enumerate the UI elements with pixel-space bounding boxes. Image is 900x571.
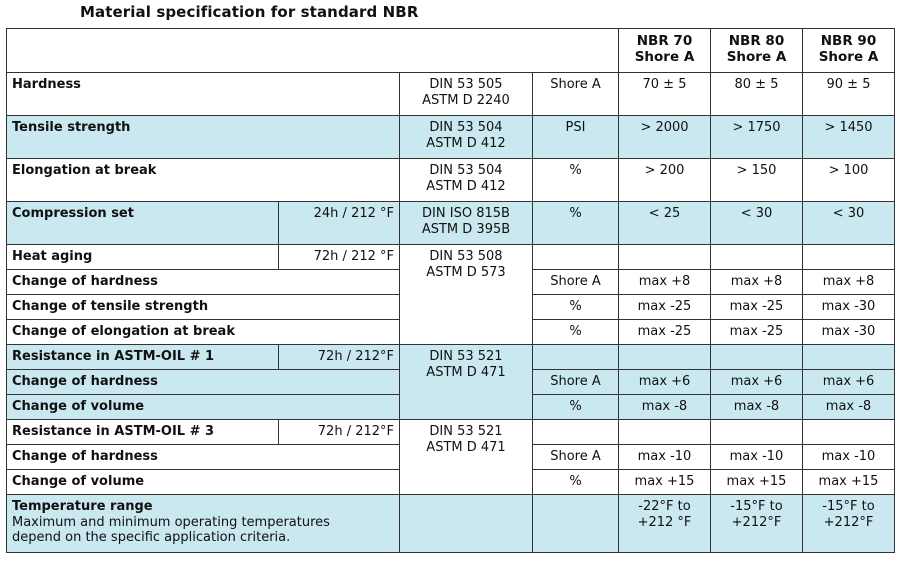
row-label: Change of volume — [7, 395, 400, 420]
value-cell: max -10 — [619, 445, 711, 470]
value-cell — [619, 345, 711, 370]
value-cell: max -10 — [711, 445, 803, 470]
value-cell: > 2000 — [619, 116, 711, 159]
row-temperature — [7, 495, 895, 553]
page-title: Material specification for standard NBR — [80, 3, 419, 21]
row-label: Resistance in ASTM-OIL # 1 — [7, 345, 279, 370]
value-cell: max -8 — [619, 395, 711, 420]
row-label: Elongation at break — [7, 159, 400, 202]
standard-cell: DIN 53 521 ASTM D 471 — [400, 345, 533, 420]
value-cell — [619, 420, 711, 445]
value-cell: max -25 — [711, 295, 803, 320]
value-cell: max -30 — [803, 295, 895, 320]
value-cell: max +6 — [711, 370, 803, 395]
row-label: Change of volume — [7, 470, 400, 495]
value-cell — [803, 345, 895, 370]
unit-cell: Shore A — [533, 270, 619, 295]
value-cell: > 150 — [711, 159, 803, 202]
value-cell: max +15 — [619, 470, 711, 495]
standard-cell: DIN 53 508 ASTM D 573 — [400, 245, 533, 345]
row-label: Tensile strength — [7, 116, 400, 159]
unit-cell: Shore A — [533, 73, 619, 116]
value-cell — [711, 420, 803, 445]
row-label: Change of hardness — [7, 445, 400, 470]
unit-cell: % — [533, 320, 619, 345]
row-label: Resistance in ASTM-OIL # 3 — [7, 420, 279, 445]
spec-table — [6, 28, 895, 553]
value-cell: max -25 — [619, 320, 711, 345]
header-nbr80: NBR 80 Shore A — [711, 29, 803, 73]
value-cell: > 200 — [619, 159, 711, 202]
value-cell — [619, 245, 711, 270]
value-cell: < 30 — [711, 202, 803, 245]
value-cell — [803, 420, 895, 445]
unit-cell: % — [533, 395, 619, 420]
row-label: Change of elongation at break — [7, 320, 400, 345]
value-cell: 90 ± 5 — [803, 73, 895, 116]
standard-cell: DIN 53 504 ASTM D 412 — [400, 159, 533, 202]
unit-cell — [533, 345, 619, 370]
standard-cell: DIN 53 504 ASTM D 412 — [400, 116, 533, 159]
value-cell — [711, 245, 803, 270]
condition-cell: 24h / 212 °F — [279, 202, 400, 245]
value-cell: > 100 — [803, 159, 895, 202]
unit-cell — [533, 495, 619, 553]
row-heat-aging — [7, 245, 895, 270]
value-cell: max +8 — [619, 270, 711, 295]
row-oil3 — [7, 420, 895, 445]
value-cell: 80 ± 5 — [711, 73, 803, 116]
value-cell: max +15 — [803, 470, 895, 495]
header-nbr70: NBR 70 Shore A — [619, 29, 711, 73]
temperature-label: Temperature range — [12, 499, 153, 514]
value-cell: max -8 — [803, 395, 895, 420]
unit-cell: % — [533, 470, 619, 495]
row-compression — [7, 202, 895, 245]
condition-cell: 72h / 212°F — [279, 345, 400, 370]
condition-cell: 72h / 212°F — [279, 420, 400, 445]
header-blank-cell — [7, 29, 619, 73]
row-label: Compression set — [7, 202, 279, 245]
value-cell: max -25 — [711, 320, 803, 345]
unit-cell: % — [533, 202, 619, 245]
row-label: Change of tensile strength — [7, 295, 400, 320]
condition-cell: 72h / 212 °F — [279, 245, 400, 270]
row-label — [7, 495, 400, 553]
value-cell: max +6 — [803, 370, 895, 395]
value-cell: < 30 — [803, 202, 895, 245]
unit-cell — [533, 245, 619, 270]
value-cell: max -10 — [803, 445, 895, 470]
unit-cell: % — [533, 295, 619, 320]
value-cell: max -30 — [803, 320, 895, 345]
row-tensile — [7, 116, 895, 159]
value-cell: max -8 — [711, 395, 803, 420]
value-cell: -22°F to +212 °F — [619, 495, 711, 553]
standard-cell: DIN 53 521 ASTM D 471 — [400, 420, 533, 495]
header-nbr90: NBR 90 Shore A — [803, 29, 895, 73]
standard-cell: DIN ISO 815B ASTM D 395B — [400, 202, 533, 245]
value-cell: < 25 — [619, 202, 711, 245]
unit-cell: % — [533, 159, 619, 202]
unit-cell — [533, 420, 619, 445]
value-cell — [711, 345, 803, 370]
value-cell: max -25 — [619, 295, 711, 320]
value-cell: > 1750 — [711, 116, 803, 159]
value-cell: -15°F to +212°F — [803, 495, 895, 553]
row-hardness — [7, 73, 895, 116]
value-cell: -15°F to +212°F — [711, 495, 803, 553]
row-label: Hardness — [7, 73, 400, 116]
row-label: Change of hardness — [7, 270, 400, 295]
value-cell: 70 ± 5 — [619, 73, 711, 116]
row-oil1 — [7, 345, 895, 370]
value-cell: max +15 — [711, 470, 803, 495]
header-row — [7, 29, 895, 73]
unit-cell: Shore A — [533, 445, 619, 470]
standard-cell — [400, 495, 533, 553]
temperature-note-line1: Maximum and minimum operating temperatures — [12, 515, 330, 530]
row-elongation — [7, 159, 895, 202]
standard-cell: DIN 53 505 ASTM D 2240 — [400, 73, 533, 116]
value-cell: max +8 — [803, 270, 895, 295]
value-cell: max +6 — [619, 370, 711, 395]
value-cell — [803, 245, 895, 270]
unit-cell: Shore A — [533, 370, 619, 395]
row-label: Change of hardness — [7, 370, 400, 395]
row-label: Heat aging — [7, 245, 279, 270]
value-cell: > 1450 — [803, 116, 895, 159]
value-cell: max +8 — [711, 270, 803, 295]
unit-cell: PSI — [533, 116, 619, 159]
temperature-note-line2: depend on the specific application criteria. — [12, 530, 291, 545]
